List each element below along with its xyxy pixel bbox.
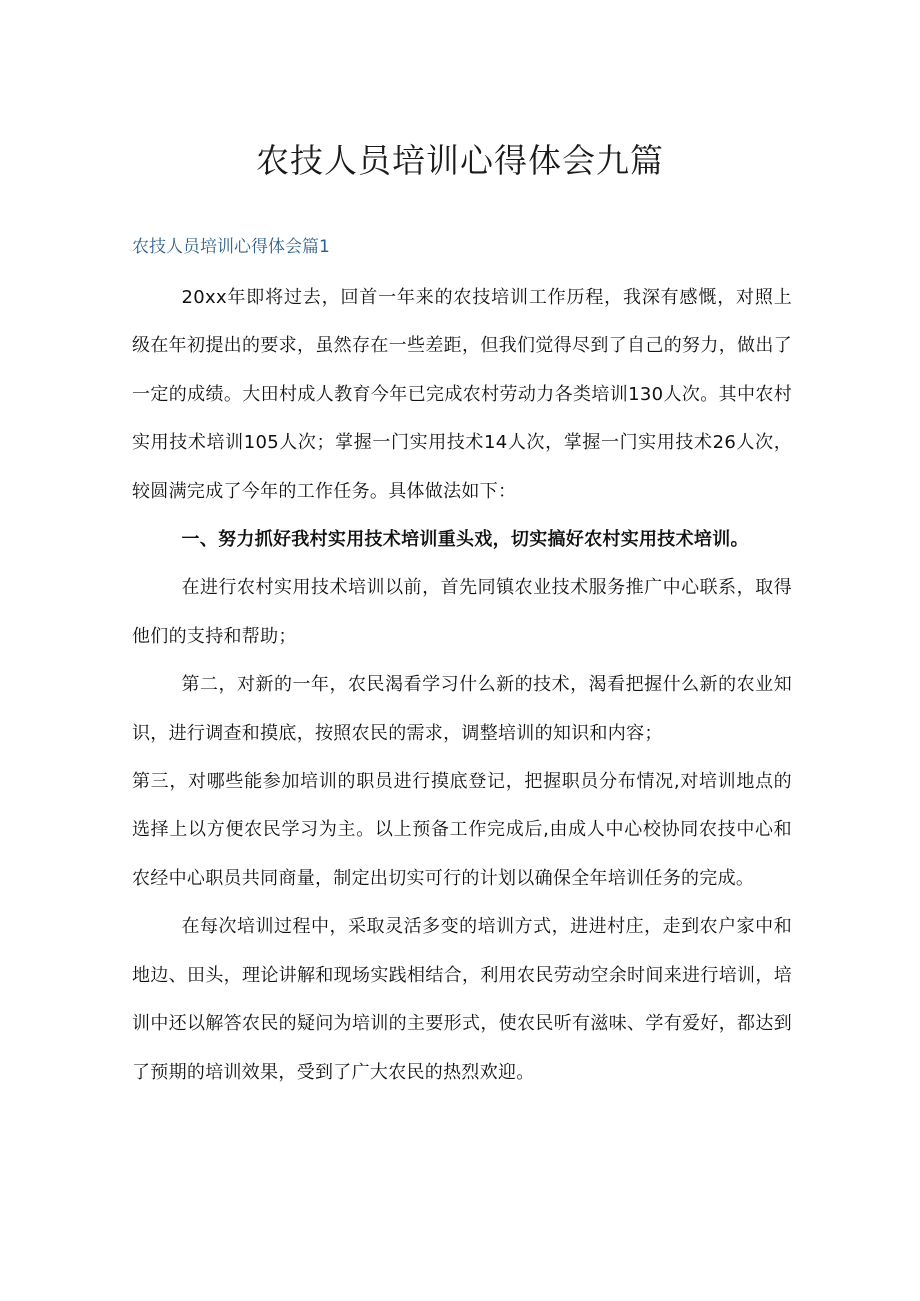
- paragraph: 在每次培训过程中，采取灵活多变的培训方式，进进村庄，走到农户家中和地边、田头，理论讲解和现场实践相结合，利用农民劳动空余时间来进行培训，培训中还以解答农民的疑问为培训的主要形式，使农民听有滋味、学有爱好，都达到了预期的培训效果，受到了广大农民的热烈欢迎。: [132, 916, 792, 1083]
- document-body: [132, 274, 792, 1097]
- paragraph: 在进行农村实用技术培训以前，首先同镇农业技术服务推广中心联系，取得他们的支持和帮助；: [132, 577, 792, 647]
- paragraph: 第三，对哪些能参加培训的职员进行摸底登记，把握职员分布情况,对培训地点的选择上以方便农民学习为主。以上预备工作完成后,由成人中心校协同农技中心和农经中心职员共同商量，制定出切实可行的计划以确保全年培训任务的完成。: [132, 771, 792, 889]
- paragraph-bold-heading: 一、努力抓好我村实用技术培训重头戏，切实搞好农村实用技术培训。: [181, 529, 749, 551]
- section-heading: 农技人员培训心得体会篇1: [132, 237, 330, 257]
- document-title: 农技人员培训心得体会九篇: [256, 141, 664, 180]
- paragraph: 第二，对新的一年，农民渴看学习什么新的技术，渴看把握什么新的农业知识，进行调查和摸底，按照农民的需求，调整培训的知识和内容；: [132, 674, 792, 744]
- paragraph: 20xx年即将过去，回首一年来的农技培训工作历程，我深有感慨，对照上级在年初提出的要求，虽然存在一些差距，但我们觉得尽到了自己的努力，做出了一定的成绩。大田村成人教育今年已完成农村劳动力各类培训130人次。其中农村实用技术培训105人次；掌握一门实用技术14人次，掌握一门实用技术26人次，较圆满完成了今年的工作任务。具体做法如下：: [132, 287, 792, 502]
